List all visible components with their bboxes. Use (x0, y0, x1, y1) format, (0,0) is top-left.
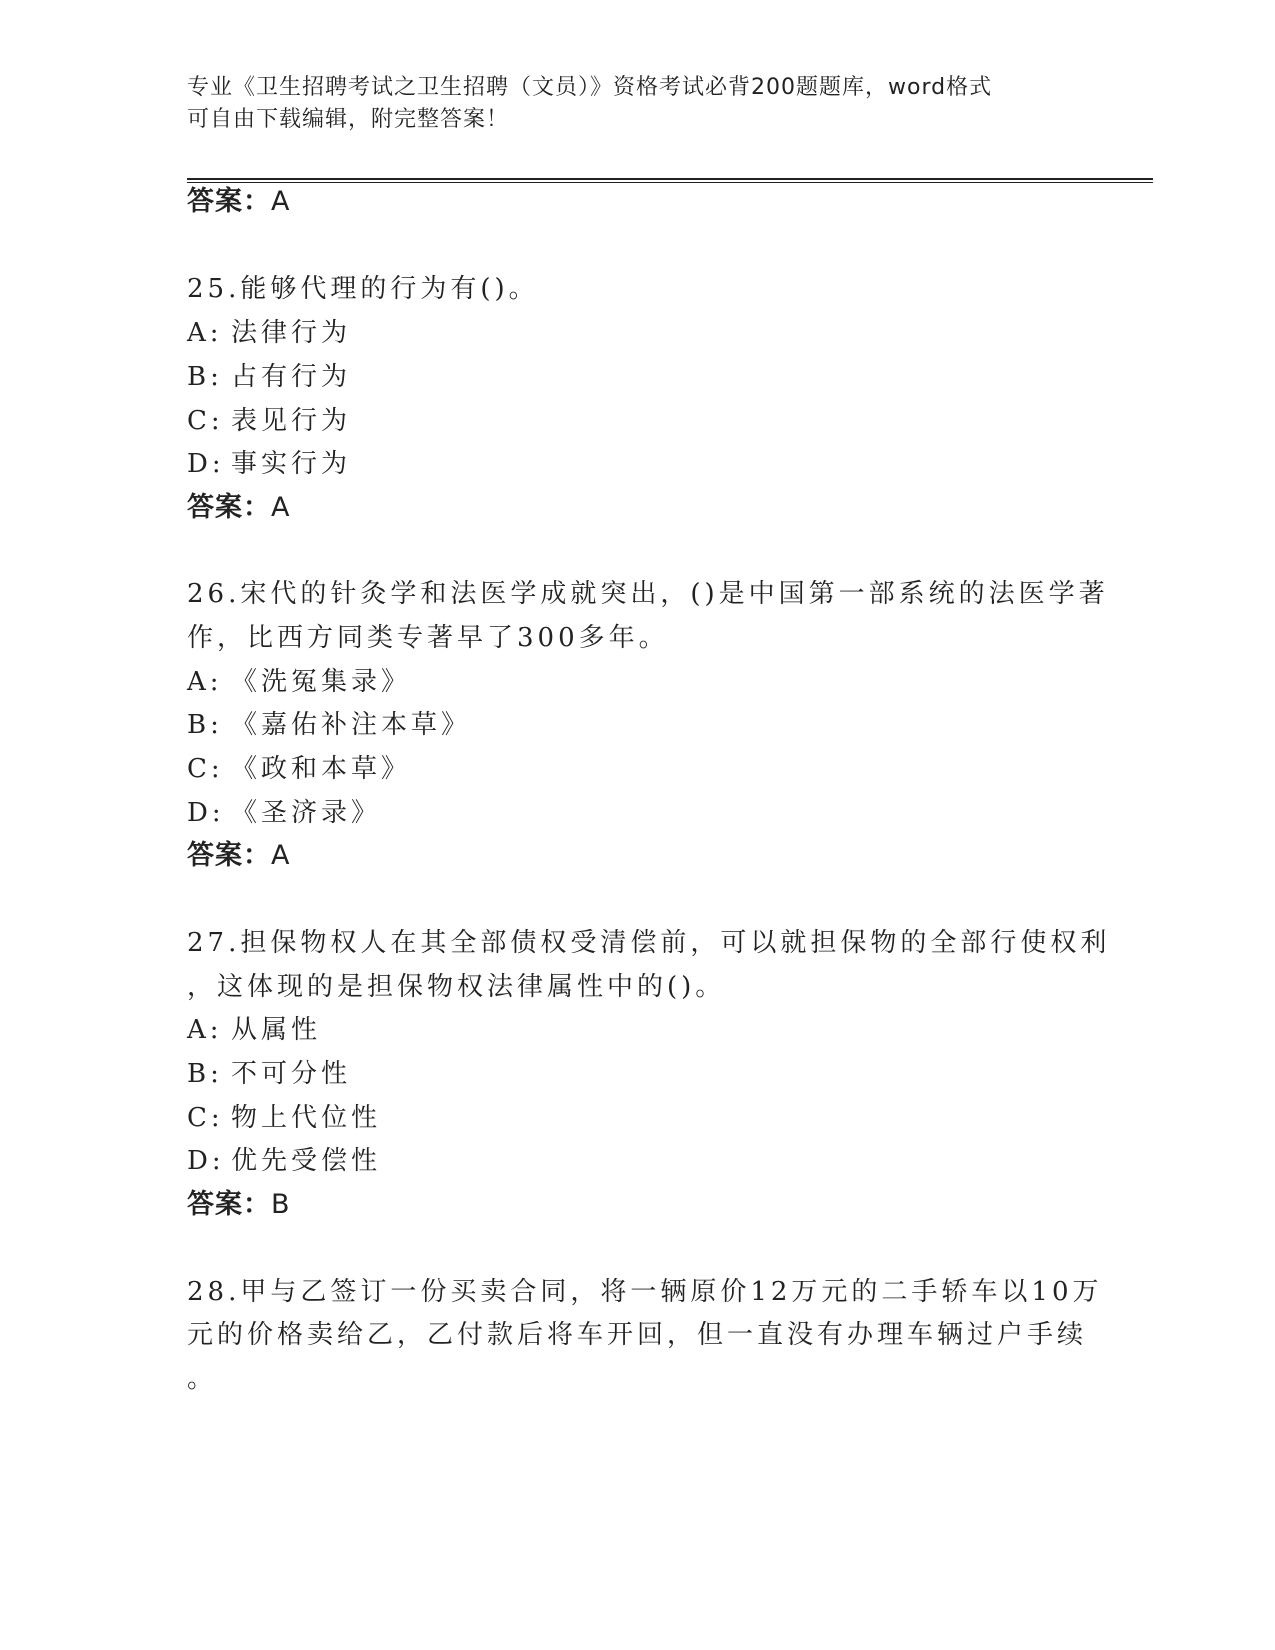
answer-line (187, 186, 290, 218)
option-text: 法律行为 (231, 318, 352, 348)
option-letter: A: (187, 318, 223, 348)
option-text: 物上代位性 (231, 1103, 382, 1133)
answer-line (187, 1189, 291, 1221)
option-a (187, 1014, 321, 1046)
answer-label: 答案： (187, 1189, 271, 1220)
option-text: 优先受偿性 (231, 1146, 382, 1176)
option-c (187, 405, 351, 437)
option-c (187, 1102, 381, 1134)
option-letter: C: (187, 754, 224, 784)
answer-value: A (271, 186, 291, 217)
option-letter: A: (187, 667, 223, 697)
option-letter: D: (187, 1146, 225, 1176)
option-d (187, 448, 351, 480)
question-stem: 26.宋代的针灸学和法医学成就突出，()是中国第一部系统的法医学著 (187, 579, 1109, 609)
option-text: 《洗冤集录》 (231, 667, 412, 697)
answer-label: 答案： (187, 492, 271, 523)
question-stem-continued: 。 (187, 1364, 218, 1394)
option-text: 《政和本草》 (231, 754, 412, 784)
document-header (187, 72, 1067, 136)
option-text: 从属性 (231, 1015, 322, 1045)
option-b (187, 1058, 351, 1090)
option-letter: D: (187, 449, 225, 479)
option-a (187, 666, 411, 698)
header-divider (187, 178, 1153, 183)
question-stem-continued: ，这体现的是担保物权法律属性中的()。 (187, 972, 726, 1002)
question-stem-continued: 元的价格卖给乙，乙付款后将车开回，但一直没有办理车辆过户手续 (187, 1320, 1088, 1350)
question-stem: 27.担保物权人在其全部债权受清偿前，可以就担保物的全部行使权利 (187, 928, 1111, 958)
option-d (187, 1145, 381, 1177)
option-text: 占有行为 (231, 362, 352, 392)
option-letter: A: (187, 1015, 223, 1045)
question-stem: 28.甲与乙签订一份买卖合同，将一辆原价12万元的二手轿车以10万 (187, 1277, 1103, 1307)
option-letter: B: (187, 1059, 223, 1089)
option-letter: B: (187, 710, 223, 740)
option-letter: C: (187, 406, 224, 436)
option-letter: B: (187, 362, 223, 392)
option-c (187, 753, 411, 785)
answer-value: A (271, 840, 291, 871)
question-stem: 25.能够代理的行为有()。 (187, 274, 539, 304)
answer-value: B (271, 1189, 291, 1220)
answer-value: A (271, 492, 291, 523)
option-text: 不可分性 (231, 1059, 352, 1089)
option-letter: C: (187, 1103, 224, 1133)
option-letter: D: (187, 798, 225, 828)
option-d (187, 797, 381, 829)
option-b (187, 709, 471, 741)
header-line-2: 可自由下载编辑，附完整答案！ (187, 107, 510, 132)
option-text: 《嘉佑补注本草》 (231, 710, 472, 740)
option-a (187, 317, 351, 349)
question-stem-continued: 作，比西方同类专著早了300多年。 (187, 623, 669, 653)
answer-line (187, 492, 290, 524)
answer-label: 答案： (187, 840, 271, 871)
option-text: 《圣济录》 (231, 798, 382, 828)
option-b (187, 361, 351, 393)
option-text: 表见行为 (231, 406, 352, 436)
header-line-1: 专业《卫生招聘考试之卫生招聘（文员）》资格考试必背200题题库，word格式 (187, 75, 993, 100)
option-text: 事实行为 (231, 449, 352, 479)
answer-label: 答案： (187, 186, 271, 217)
answer-line (187, 840, 290, 872)
